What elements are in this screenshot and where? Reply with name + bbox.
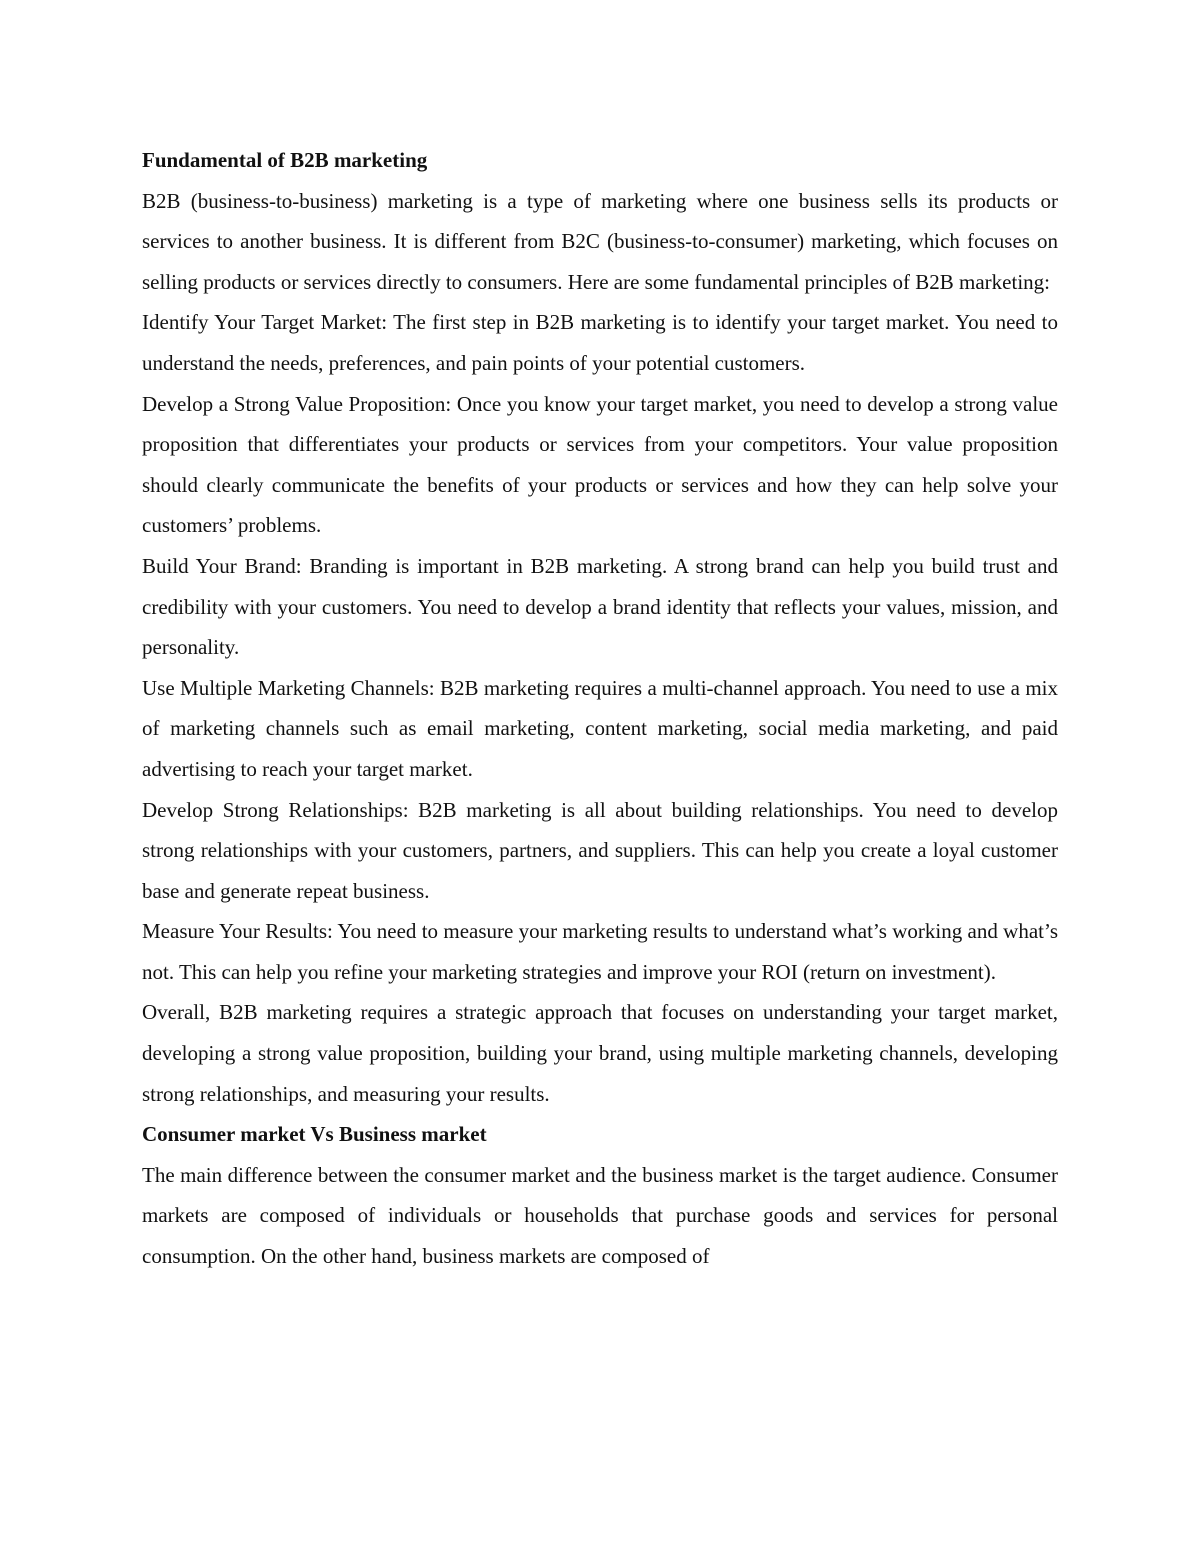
paragraph-strong-relationships: Develop Strong Relationships: B2B marketing is all about building relationships. You need to develop strong relationships with your customers, partners, and suppliers. This can help you create a loyal customer base and generate repeat business. xyxy=(142,797,1058,903)
document-body xyxy=(142,140,1058,1277)
paragraph-multiple-channels: Use Multiple Marketing Channels: B2B marketing requires a multi-channel approach. You need to use a mix of marketing channels such as email marketing, content marketing, social media marketing, and paid advertising to reach your target market. xyxy=(142,675,1058,781)
paragraph-identify-target-market: Identify Your Target Market: The first step in B2B marketing is to identify your target market. You need to understand the needs, preferences, and pain points of your potential customers. xyxy=(142,310,1058,375)
paragraph-overall-summary: Overall, B2B marketing requires a strategic approach that focuses on understanding your target market, developing a strong value proposition, building your brand, using multiple marketing channels, developing strong relationships, and measuring your results. xyxy=(142,1000,1058,1106)
section-heading-b2b-fundamentals: Fundamental of B2B marketing xyxy=(142,148,428,172)
paragraph-value-proposition: Develop a Strong Value Proposition: Once you know your target market, you need to develop a strong value proposition that differentiates your products or services from your competitors. Your value proposition should clearly communicate the benefits of your products or services and how they can help solve your customers’ problems. xyxy=(142,391,1058,538)
paragraph-intro: B2B (business-to-business) marketing is a type of marketing where one business sells its products or services to another business. It is different from B2C (business-to-consumer) marketing, which focuses on selling products or services directly to consumers. Here are some fundamental principles of B2B marketing: xyxy=(142,188,1058,294)
paragraph-measure-results: Measure Your Results: You need to measure your marketing results to understand what’s working and what’s not. This can help you refine your marketing strategies and improve your ROI (return on investment). xyxy=(142,919,1058,984)
paragraph-market-difference: The main difference between the consumer market and the business market is the target audience. Consumer markets are composed of individuals or households that purchase goods and services for personal consumption. On the other hand, business markets are composed of xyxy=(142,1162,1058,1269)
paragraph-build-brand: Build Your Brand: Branding is important in B2B marketing. A strong brand can help you build trust and credibility with your customers. You need to develop a brand identity that reflects your values, mission, and personality. xyxy=(142,553,1058,660)
section-heading-consumer-vs-business: Consumer market Vs Business market xyxy=(142,1122,487,1147)
